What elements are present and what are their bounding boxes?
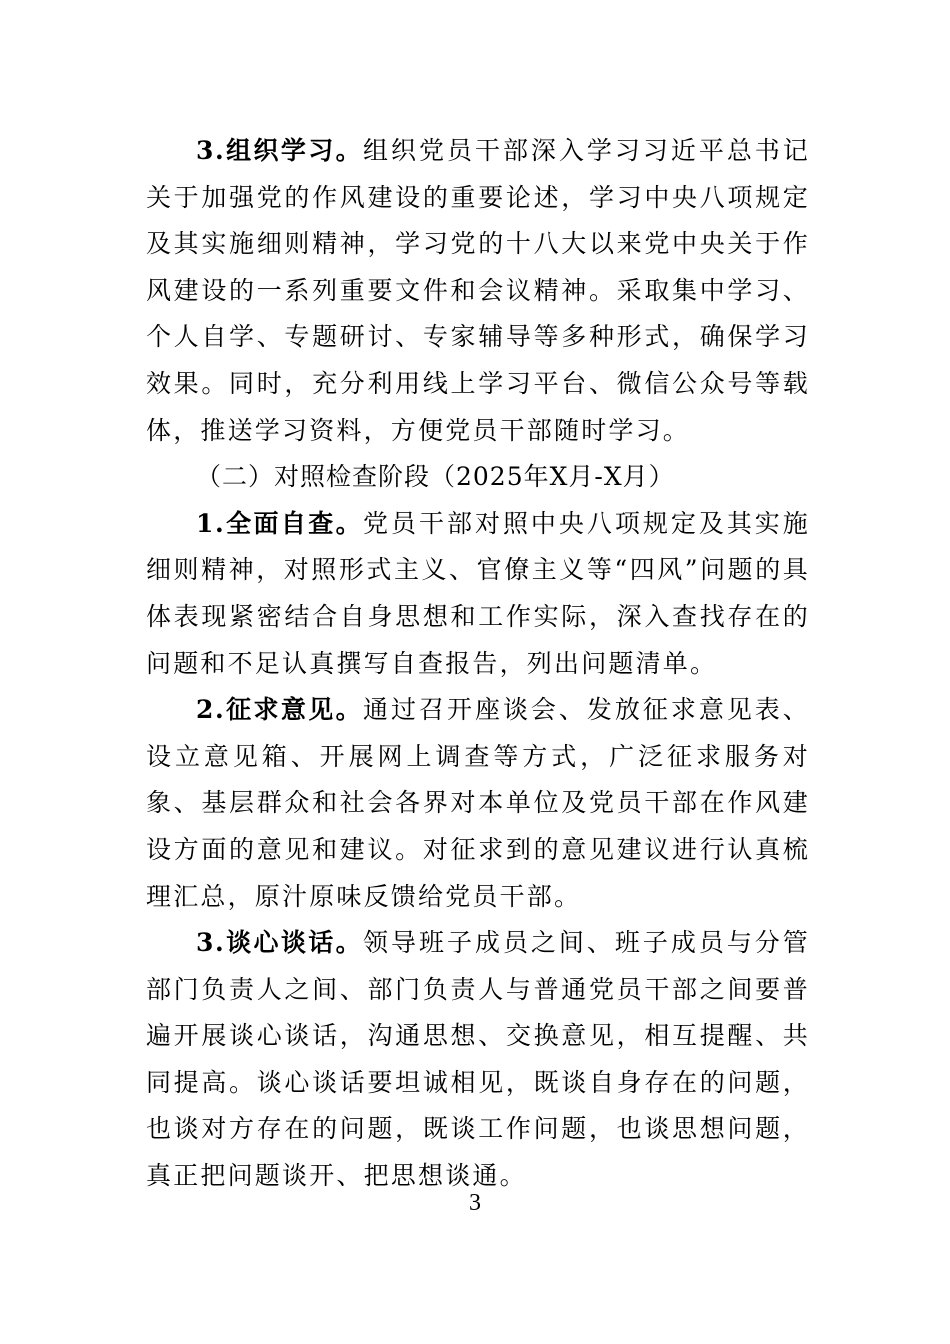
paragraph-solicit-opinions (146, 687, 810, 920)
paragraph-lead-comprehensive-self-check: 1.全面自查。 (196, 508, 364, 538)
document-body (146, 128, 810, 1200)
paragraph-organize-study (146, 128, 810, 454)
paragraph-lead-heart-to-heart-talks: 3.谈心谈话。 (196, 928, 364, 958)
paragraph-text-comprehensive-self-check: 党员干部对照中央八项规定及其实施细则精神，对照形式主义、官僚主义等“四风”问题的具体表现紧密结合自身思想和工作实际，深入查找存在的问题和不足认真撰写自查报告，列出问题清单。 (146, 508, 810, 678)
paragraph-lead-solicit-opinions: 2.征求意见。 (196, 695, 364, 725)
paragraph-text-solicit-opinions: 通过召开座谈会、发放征求意见表、设立意见箱、开展网上调查等方式，广泛征求服务对象、基层群众和社会各界对本单位及党员干部在作风建设方面的意见和建议。对征求到的意见建议进行认真梳理汇总，原汁原味反馈给党员干部。 (146, 695, 810, 911)
paragraph-comprehensive-self-check (146, 501, 810, 687)
section-heading-self-check-stage: （二）对照检查阶段（2025年X月-X月） (196, 462, 675, 492)
paragraph-lead-organize-study: 3.组织学习。 (196, 136, 364, 165)
paragraph-text-heart-to-heart-talks: 领导班子成员之间、班子成员与分管部门负责人之间、部门负责人与普通党员干部之间要普遍开展谈心谈话，沟通思想、交换意见，相互提醒、共同提高。谈心谈话要坦诚相见，既谈自身存在的问题，也谈对方存在的问题，既谈工作问题，也谈思想问题，真正把问题谈开、把思想谈通。 (146, 928, 810, 1191)
page-number: 3 (469, 1190, 481, 1216)
paragraph-heart-to-heart-talks (146, 920, 810, 1200)
paragraph-text-organize-study: 组织党员干部深入学习习近平总书记关于加强党的作风建设的重要论述，学习中央八项规定及其实施细则精神，学习党的十八大以来党中央关于作风建设的一系列重要文件和会议精神。采取集中学习、个人自学、专题研讨、专家辅导等多种形式，确保学习效果。同时，充分利用线上学习平台、微信公众号等载体，推送学习资料，方便党员干部随时学习。 (146, 136, 810, 445)
